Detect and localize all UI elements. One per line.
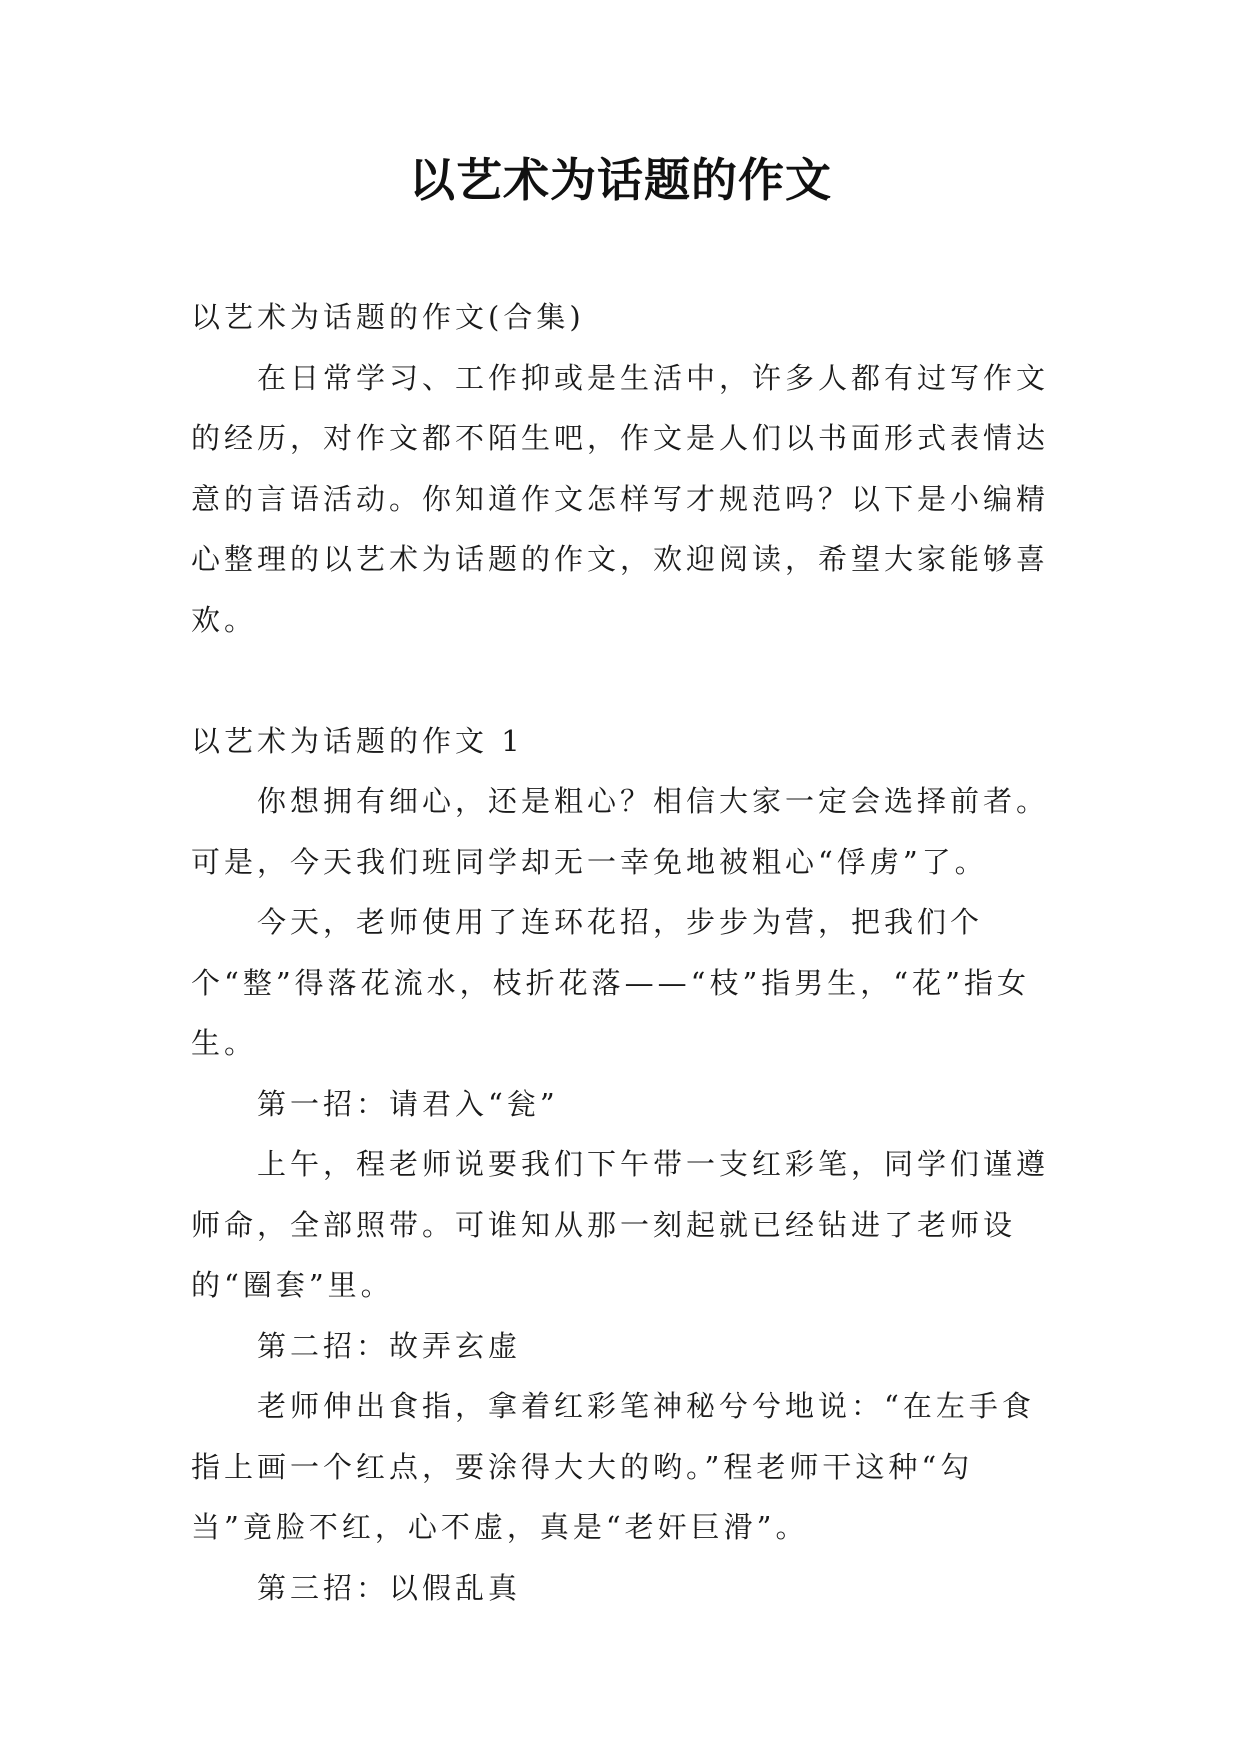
move-title: 第一招：请君入“瓮” [257,1086,559,1121]
essay-paragraph: 老师伸出食指，拿着红彩笔神秘兮兮地说：“在左手食指上画一个红点，要涂得大大的哟。”程老师干这种“勾当”竟脸不红，心不虚，真是“老奸巨滑”。 [191,1389,1035,1544]
move-title: 第二招：故弄玄虚 [257,1328,522,1363]
collection-heading: 以艺术为话题的作文(合集) [191,300,585,334]
document-body [191,287,1051,1618]
essay-paragraph: 你想拥有细心，还是粗心？相信大家一定会选择前者。可是，今天我们班同学却无一幸免地被粗心“俘虏”了。 [191,784,1050,879]
document-title: 以艺术为话题的作文 [409,153,832,207]
paragraph-spacer [191,650,1051,711]
essay-heading: 以艺术为话题的作文 1 [191,723,524,758]
intro-paragraph: 在日常学习、工作抑或是生活中，许多人都有过写作文的经历，对作文都不陌生吧，作文是人们以书面形式表情达意的言语活动。你知道作文怎样写才规范吗？以下是小编精心整理的以艺术为话题的作文，欢迎阅读，希望大家能够喜欢。 [191,360,1050,637]
move-title: 第三招：以假乱真 [257,1570,522,1605]
essay-paragraph: 今天，老师使用了连环花招，步步为营，把我们个个“整”得落花流水，枝折花落——“枝”指男生，“花”指女生。 [191,905,1030,1060]
essay-paragraph: 上午，程老师说要我们下午带一支红彩笔，同学们谨遵师命，全部照带。可谁知从那一刻起就已经钻进了老师设的“圈套”里。 [191,1147,1050,1302]
